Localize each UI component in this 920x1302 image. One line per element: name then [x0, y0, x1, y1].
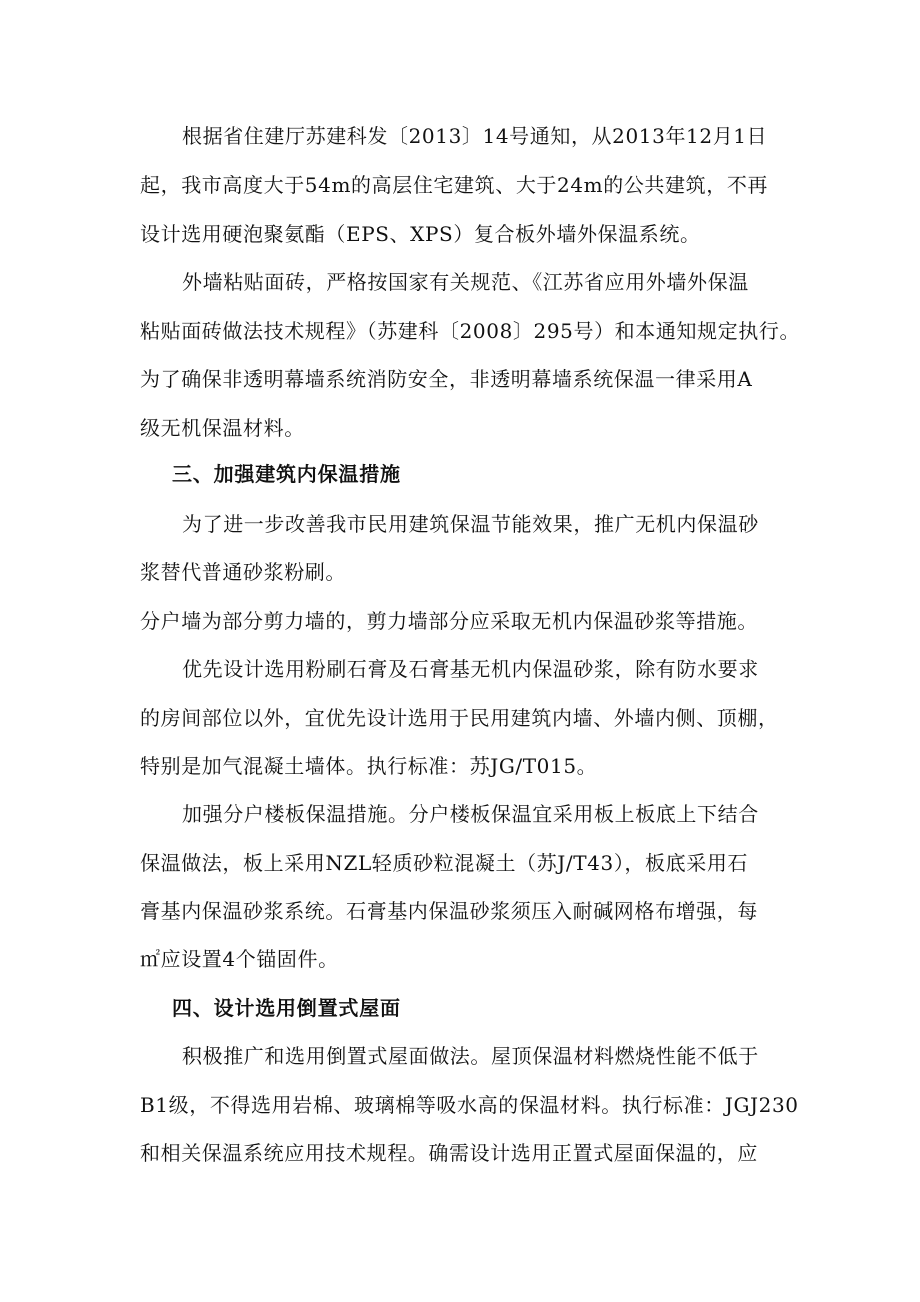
text-line: 设计选用硬泡聚氨酯（EPS、XPS）复合板外墙外保温系统。 — [140, 222, 701, 246]
section-heading: 四、设计选用倒置式屋面 — [172, 996, 401, 1020]
text-line: 浆替代普通砂浆粉刷。 — [140, 560, 346, 584]
text-line: 为了进一步改善我市民用建筑保温节能效果，推广无机内保温砂 — [182, 512, 759, 536]
text-line: 外墙粘贴面砖，严格按国家有关规范、《江苏省应用外墙外保温 — [182, 270, 749, 294]
text-line: 级无机保温材料。 — [140, 416, 305, 440]
section-heading: 三、加强建筑内保温措施 — [172, 462, 401, 486]
text-line: 特别是加气混凝土墙体。执行标准：苏JG/T015。 — [140, 754, 598, 778]
text-line: 膏基内保温砂浆系统。石膏基内保温砂浆须压入耐碱网格布增强，每 — [140, 899, 758, 923]
text-line: 积极推广和选用倒置式屋面做法。屋顶保温材料燃烧性能不低于 — [182, 1044, 759, 1068]
text-line: 的房间部位以外，宜优先设计选用于民用建筑内墙、外墙内侧、顶棚， — [140, 706, 779, 730]
text-line: 保温做法，板上采用NZL轻质砂粒混凝土（苏J/T43），板底采用石 — [140, 851, 749, 875]
text-line: 和相关保温系统应用技术规程。确需设计选用正置式屋面保温的，应 — [140, 1141, 758, 1165]
text-line: 根据省住建厅苏建科发〔2013〕14号通知，从2013年12月1日 — [182, 124, 768, 148]
text-line: B1级，不得选用岩棉、玻璃棉等吸水高的保温材料。执行标准：JGJ230 — [140, 1093, 799, 1117]
text-line: 分户墙为部分剪力墙的，剪力墙部分应采取无机内保温砂浆等措施。 — [140, 609, 758, 633]
text-line: 优先设计选用粉刷石膏及石膏基无机内保温砂浆，除有防水要求 — [182, 657, 759, 681]
text-line: 加强分户楼板保温措施。分户楼板保温宜采用板上板底上下结合 — [182, 802, 759, 826]
text-line: ㎡应设置4个锚固件。 — [140, 947, 339, 971]
text-line: 起，我市高度大于54m的高层住宅建筑、大于24m的公共建筑，不再 — [140, 173, 769, 197]
text-line: 为了确保非透明幕墙系统消防安全，非透明幕墙系统保温一律采用A — [140, 367, 753, 391]
text-line: 粘贴面砖做法技术规程》（苏建科〔2008〕295号）和本通知规定执行。 — [140, 319, 801, 343]
